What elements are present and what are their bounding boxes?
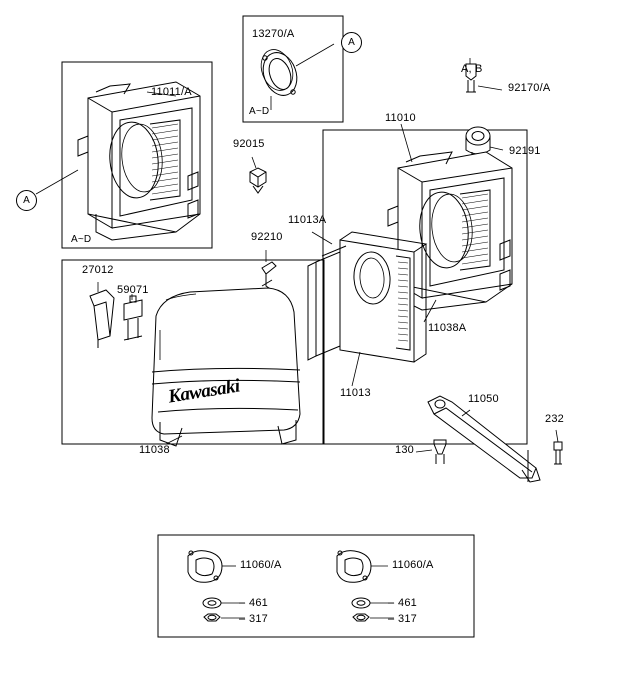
part-461-left	[203, 598, 221, 608]
callout-92191: 92191	[509, 145, 541, 157]
callout-92210: 92210	[251, 231, 283, 243]
part-317-right	[353, 614, 369, 621]
callout-11038a: 11038A	[428, 322, 467, 334]
balloon-a-left: A	[16, 190, 37, 211]
callout-92170a: 92170/A	[508, 82, 551, 94]
part-11060a-left	[188, 551, 222, 583]
part-232	[554, 442, 562, 464]
callout-130: 130	[395, 444, 414, 456]
callout-11038: 11038	[139, 444, 170, 456]
callout-59071: 59071	[117, 284, 149, 296]
kawasaki-wordmark: Kawasaki	[166, 375, 242, 408]
part-317-left	[204, 614, 220, 621]
box-gaskets	[158, 535, 474, 637]
callout-317-right: 317	[398, 613, 417, 625]
part-130	[434, 440, 446, 464]
callout-group-ab: A, B	[461, 63, 483, 75]
callout-317-left: 317	[249, 613, 268, 625]
gasket-13270a	[256, 45, 303, 100]
callout-13270a: 13270/A	[252, 28, 295, 40]
part-92015	[250, 168, 266, 193]
callout-232: 232	[545, 413, 564, 425]
leader-dash-461-left: –	[239, 597, 246, 609]
part-11038	[152, 288, 300, 446]
callout-461-right: 461	[398, 597, 417, 609]
part-11011a	[78, 82, 200, 240]
part-11013a	[308, 232, 426, 362]
callout-11060a-right: 11060/A	[392, 559, 434, 571]
callout-11013a: 11013A	[288, 214, 327, 226]
callout-group-ad-top: A~D	[249, 106, 270, 117]
callout-11011a: 11011/A	[151, 86, 192, 98]
part-11060a-right	[337, 551, 371, 583]
part-11050	[428, 396, 540, 482]
callout-11060a-left: 11060/A	[240, 559, 282, 571]
balloon-a-top: A	[341, 32, 362, 53]
part-27012	[90, 290, 114, 348]
part-59071	[124, 296, 142, 340]
callout-92015: 92015	[233, 138, 265, 150]
part-92210	[262, 262, 276, 290]
callout-group-ad-left: A~D	[71, 234, 92, 245]
part-461-right	[352, 598, 370, 608]
callout-461-left: 461	[249, 597, 268, 609]
leader-dash-317-left: –	[239, 613, 246, 625]
leader-dash-461-right: –	[388, 597, 395, 609]
callout-11010: 11010	[385, 112, 416, 124]
leader-dash-317-right: –	[388, 613, 395, 625]
callout-11013: 11013	[340, 387, 371, 399]
callout-27012: 27012	[82, 264, 114, 276]
callout-11050: 11050	[468, 393, 499, 405]
